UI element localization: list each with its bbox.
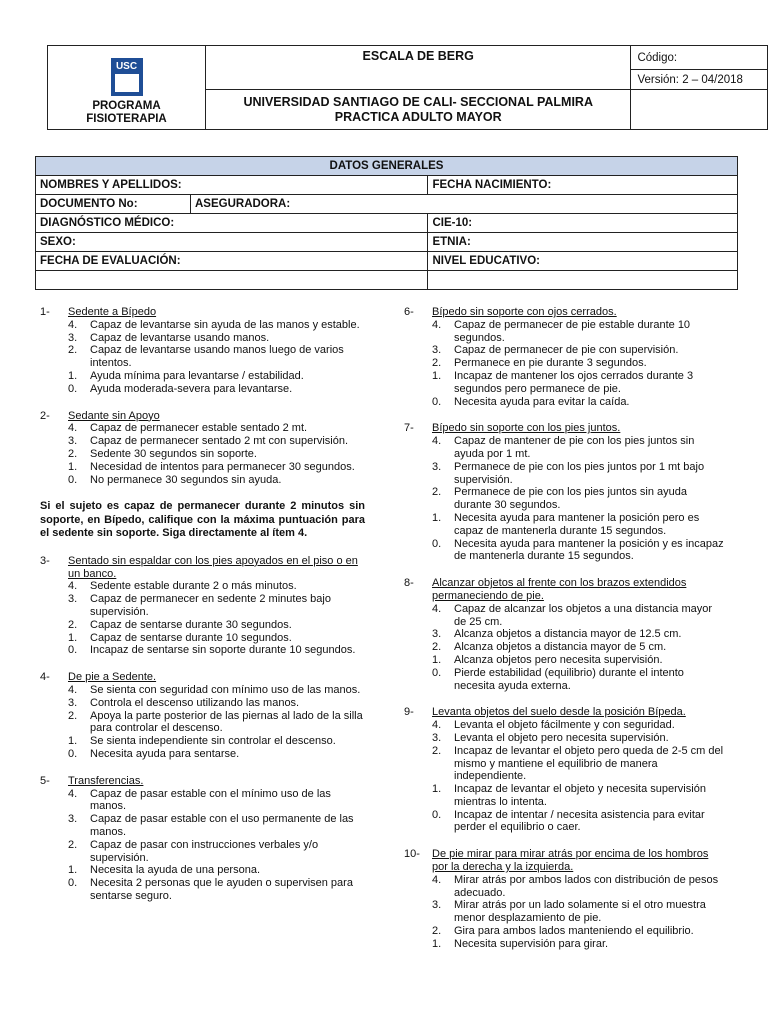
score-option xyxy=(68,735,365,748)
score-option xyxy=(68,422,365,435)
item-title xyxy=(404,577,726,603)
score-value: 3. xyxy=(432,460,442,473)
item-number: 10- xyxy=(404,848,420,861)
program-name: FISIOTERAPIA xyxy=(86,112,167,125)
sex-field[interactable]: SEXO: xyxy=(36,233,428,252)
item-number: 9- xyxy=(404,706,414,719)
score-value: 4. xyxy=(432,873,442,886)
item-heading: Transferencias. xyxy=(68,774,144,787)
score-option xyxy=(432,654,726,667)
item-title xyxy=(404,422,726,435)
item-number: 5- xyxy=(40,774,50,787)
diagnosis-field[interactable]: DIAGNÓSTICO MÉDICO: xyxy=(36,214,428,233)
score-option xyxy=(68,435,365,448)
option-list xyxy=(40,684,365,761)
cie-field[interactable]: CIE-10: xyxy=(428,214,738,233)
scale-item xyxy=(40,555,365,657)
birthdate-field[interactable]: FECHA NACIMIENTO: xyxy=(428,176,738,195)
score-option xyxy=(432,732,726,745)
score-value: 0. xyxy=(68,877,78,890)
score-option xyxy=(432,783,726,809)
item-number: 3- xyxy=(40,554,50,567)
option-text: Capaz de pasar estable con el mínimo uso de las manos. xyxy=(90,787,331,813)
score-option xyxy=(68,877,365,903)
item-heading: Alcanzar objetos al frente con los brazos extendidos permaneciendo de pie. xyxy=(432,577,687,602)
left-column xyxy=(40,306,365,917)
option-text: Ayuda moderada-severa para levantarse. xyxy=(90,382,293,395)
option-text: Permanece en pie durante 3 segundos. xyxy=(454,357,647,370)
score-value: 3. xyxy=(432,628,442,641)
option-text: Se sienta con seguridad con mínimo uso de las manos. xyxy=(90,684,361,697)
item-heading: Sentado sin espaldar con los pies apoyados en el piso o en un banco. xyxy=(68,554,358,580)
score-value: 3. xyxy=(432,899,442,912)
score-value: 4. xyxy=(68,318,78,331)
option-text: Levanta el objeto fácilmente y con seguridad. xyxy=(454,719,675,732)
item-title xyxy=(40,775,365,788)
item-title xyxy=(40,671,365,684)
option-list xyxy=(40,422,365,486)
score-option xyxy=(68,813,365,839)
score-option xyxy=(68,748,365,761)
score-option xyxy=(432,370,726,396)
score-option xyxy=(68,593,365,619)
item-number: 6- xyxy=(404,306,414,318)
option-text: Necesita ayuda para mantener la posición y es incapaz de mantenerla durante 15 segundos. xyxy=(454,537,724,563)
option-text: Incapaz de levantar el objeto y necesita supervisión mientras lo intenta. xyxy=(454,783,706,808)
option-text: Necesita ayuda para evitar la caída. xyxy=(454,395,630,408)
score-option xyxy=(432,344,726,357)
option-list xyxy=(40,788,365,903)
score-value: 1. xyxy=(432,937,442,950)
score-value: 2. xyxy=(68,838,78,851)
general-data-table xyxy=(35,156,738,290)
item-number: 7- xyxy=(404,422,414,435)
scale-item xyxy=(404,848,726,950)
scale-item xyxy=(404,706,726,834)
score-option xyxy=(68,697,365,710)
score-option xyxy=(68,474,365,487)
option-text: Capaz de sentarse durante 10 segundos. xyxy=(90,631,292,644)
score-option xyxy=(432,809,726,835)
ethnicity-field[interactable]: ETNIA: xyxy=(428,233,738,252)
option-text: Mirar atrás por un lado solamente si el otro muestra menor desplazamiento de pie. xyxy=(454,899,706,925)
score-value: 3. xyxy=(432,344,442,357)
score-option xyxy=(432,512,726,538)
item-heading: De pie mirar para mirar atrás por encima de los hombros por la derecha y la izquierda. xyxy=(432,848,709,874)
option-text: Capaz de pasar estable con el uso permanente de las manos. xyxy=(90,813,354,838)
option-text: Se sienta independiente sin controlar el descenso. xyxy=(90,735,336,748)
score-value: 1. xyxy=(68,735,78,748)
score-value: 3. xyxy=(68,696,78,709)
option-text: Necesita ayuda para sentarse. xyxy=(90,748,240,761)
option-text: Permanece de pie con los pies juntos por 1 mt bajo supervisión. xyxy=(454,460,705,486)
score-option xyxy=(432,925,726,938)
logo-cell xyxy=(48,46,206,130)
option-text: Capaz de levantarse sin ayuda de las manos y estable. xyxy=(90,318,360,331)
blank-cell xyxy=(631,90,768,130)
score-value: 1. xyxy=(432,783,442,796)
option-list xyxy=(404,603,726,693)
option-text: Capaz de alcanzar los objetos a una distancia mayor de 25 cm. xyxy=(454,602,713,628)
option-text: Capaz de permanecer sentado 2 mt con supervisión. xyxy=(90,435,349,448)
score-value: 0. xyxy=(432,537,442,550)
option-text: Sedente estable durante 2 o más minutos. xyxy=(90,580,297,593)
option-text: Gira para ambos lados manteniendo el equilibrio. xyxy=(454,925,694,938)
score-value: 1. xyxy=(432,653,442,666)
score-option xyxy=(432,719,726,732)
item-title xyxy=(404,306,726,319)
code-field: Código: xyxy=(631,46,768,70)
item-title xyxy=(40,410,365,423)
option-text: Capaz de levantarse usando manos. xyxy=(90,331,270,344)
score-option xyxy=(68,344,365,370)
score-option xyxy=(432,874,726,900)
score-value: 3. xyxy=(68,435,78,448)
option-list xyxy=(40,319,365,396)
score-option xyxy=(68,370,365,383)
item-heading: Sedente a Bípedo xyxy=(68,306,157,318)
scale-item xyxy=(40,306,365,396)
item-heading: Sedante sin Apoyo xyxy=(68,409,160,422)
score-option xyxy=(432,641,726,654)
score-option xyxy=(68,448,365,461)
score-option xyxy=(432,899,726,925)
blank-field xyxy=(36,271,428,290)
score-value: 2. xyxy=(432,641,442,654)
option-text: Incapaz de intentar / necesita asistencia para evitar perder el equilibrio o caer. xyxy=(454,808,705,834)
option-text: Apoya la parte posterior de las piernas al lado de la silla para controlar el descenso. xyxy=(90,709,363,735)
evaluation-date-field[interactable]: FECHA DE EVALUACIÓN: xyxy=(36,252,428,271)
score-value: 2. xyxy=(68,344,78,357)
score-value: 2. xyxy=(432,357,442,370)
option-text: Controla el descenso utilizando las manos. xyxy=(90,696,300,709)
scale-item xyxy=(40,775,365,903)
option-text: Capaz de permanecer en sedente 2 minutes bajo supervisión. xyxy=(90,593,331,619)
score-option xyxy=(432,486,726,512)
option-text: Capaz de levantarse usando manos luego de varios intentos. xyxy=(90,344,344,370)
score-value: 3. xyxy=(68,593,78,606)
option-text: Necesita la ayuda de una persona. xyxy=(90,864,261,877)
option-text: Pierde estabilidad (equilibrio) durante el intento necesita ayuda externa. xyxy=(454,666,684,692)
header-table xyxy=(47,45,768,130)
option-text: Capaz de sentarse durante 30 segundos. xyxy=(90,618,292,631)
item-number: 8- xyxy=(404,577,414,590)
score-option xyxy=(68,632,365,645)
score-value: 0. xyxy=(68,644,78,657)
option-list xyxy=(404,319,726,409)
option-text: Capaz de permanecer de pie estable durante 10 segundos. xyxy=(454,318,691,344)
option-text: Mirar atrás por ambos lados con distribución de pesos adecuado. xyxy=(454,873,719,899)
item-title xyxy=(404,848,726,874)
option-text: Necesita 2 personas que le ayuden o supervisen para sentarse seguro. xyxy=(90,877,353,902)
general-data-heading: DATOS GENERALES xyxy=(36,157,738,176)
option-text: Incapaz de sentarse sin soporte durante 10 segundos. xyxy=(90,644,356,657)
score-option xyxy=(68,839,365,865)
score-value: 1. xyxy=(432,511,442,524)
score-option xyxy=(68,864,365,877)
item-number: 4- xyxy=(40,671,50,684)
version-field: Versión: 2 – 04/2018 xyxy=(631,70,768,90)
score-value: 1. xyxy=(68,864,78,877)
right-column xyxy=(404,306,726,965)
option-text: Necesita ayuda para mantener la posición pero es capaz de mantenerla durante 15 segundos. xyxy=(454,511,700,537)
score-option xyxy=(68,461,365,474)
score-option xyxy=(68,710,365,736)
score-value: 2. xyxy=(432,486,442,499)
scale-item xyxy=(404,577,726,692)
score-option xyxy=(68,580,365,593)
score-value: 4. xyxy=(68,684,78,697)
option-text: Incapaz de levantar el objeto pero queda de 2-5 cm del mismo y mantiene el equilibrio de manera independiente. xyxy=(454,744,724,783)
score-value: 4. xyxy=(432,602,442,615)
score-value: 0. xyxy=(68,473,78,486)
item-heading: Bípedo sin soporte con los pies juntos. xyxy=(432,422,621,435)
score-option xyxy=(68,332,365,345)
scale-item xyxy=(404,306,726,408)
score-value: 4. xyxy=(68,787,78,800)
scale-item xyxy=(40,410,365,487)
score-option xyxy=(68,319,365,332)
option-list xyxy=(404,719,726,834)
blank-field xyxy=(428,271,738,290)
score-value: 2. xyxy=(68,709,78,722)
score-value: 0. xyxy=(432,808,442,821)
item-number: 2- xyxy=(40,409,50,422)
score-value: 2. xyxy=(432,744,442,757)
item-heading: Bípedo sin soporte con ojos cerrados. xyxy=(432,306,617,318)
score-value: 4. xyxy=(432,719,442,732)
score-value: 4. xyxy=(432,318,442,331)
score-option xyxy=(432,319,726,345)
option-list xyxy=(40,580,365,657)
score-value: 2. xyxy=(68,618,78,631)
option-text: Necesidad de intentos para permanecer 30 segundos. xyxy=(90,460,355,473)
score-value: 4. xyxy=(68,422,78,435)
score-value: 3. xyxy=(68,331,78,344)
score-value: 0. xyxy=(68,748,78,761)
option-text: Capaz de pasar con instrucciones verbales y/o supervisión. xyxy=(90,838,319,864)
score-option xyxy=(432,603,726,629)
university-title: UNIVERSIDAD SANTIAGO DE CALI- SECCIONAL PALMIRA PRACTICA ADULTO MAYOR xyxy=(206,90,631,130)
score-value: 0. xyxy=(68,382,78,395)
score-option xyxy=(432,435,726,461)
score-value: 4. xyxy=(68,580,78,593)
option-text: Capaz de permanecer estable sentado 2 mt. xyxy=(90,422,308,435)
item-heading: De pie a Sedente. xyxy=(68,671,157,684)
scale-item xyxy=(404,422,726,563)
document-field[interactable]: DOCUMENTO No: xyxy=(36,195,191,214)
score-value: 2. xyxy=(68,447,78,460)
option-text: No permanece 30 segundos sin ayuda. xyxy=(90,473,282,486)
option-text: Sedente 30 segundos sin soporte. xyxy=(90,447,257,460)
score-option xyxy=(68,788,365,814)
score-value: 3. xyxy=(432,731,442,744)
item-title xyxy=(404,706,726,719)
item-title xyxy=(40,306,365,319)
score-option xyxy=(432,667,726,693)
score-option xyxy=(432,461,726,487)
item-heading: Levanta objetos del suelo desde la posición Bípeda. xyxy=(432,706,686,719)
education-field[interactable]: NIVEL EDUCATIVO: xyxy=(428,252,738,271)
score-value: 1. xyxy=(432,369,442,382)
score-value: 1. xyxy=(68,369,78,382)
score-value: 1. xyxy=(68,631,78,644)
score-option xyxy=(432,357,726,370)
option-text: Capaz de permanecer de pie con supervisión. xyxy=(454,344,679,357)
score-option xyxy=(68,619,365,632)
score-option xyxy=(432,628,726,641)
score-value: 0. xyxy=(432,395,442,408)
option-text: Necesita supervisión para girar. xyxy=(454,937,609,950)
option-list xyxy=(404,874,726,951)
option-list xyxy=(404,435,726,563)
score-value: 4. xyxy=(432,435,442,448)
option-text: Alcanza objetos a distancia mayor de 5 cm. xyxy=(454,641,667,654)
scale-title: ESCALA DE BERG xyxy=(206,46,631,90)
score-option xyxy=(68,684,365,697)
item-number: 1- xyxy=(40,306,50,318)
score-value: 1. xyxy=(68,460,78,473)
score-value: 0. xyxy=(432,666,442,679)
option-text: Levanta el objeto pero necesita supervisión. xyxy=(454,731,669,744)
instruction-note: Si el sujeto es capaz de permanecer durante 2 minutos sin soporte, en Bípedo, califique con la máxima puntuación para el sedente sin soporte. Siga directamente al ítem 4. xyxy=(40,500,365,540)
option-text: Permanece de pie con los pies juntos sin ayuda durante 30 segundos. xyxy=(454,486,687,512)
option-text: Alcanza objetos a distancia mayor de 12.5 cm. xyxy=(454,628,682,641)
score-option xyxy=(432,745,726,783)
insurer-field[interactable]: ASEGURADORA: xyxy=(191,195,738,214)
score-value: 2. xyxy=(432,925,442,938)
names-field[interactable]: NOMBRES Y APELLIDOS: xyxy=(36,176,428,195)
score-option xyxy=(68,383,365,396)
score-option xyxy=(432,396,726,409)
option-text: Incapaz de mantener los ojos cerrados durante 3 segundos pero permanece de pie. xyxy=(454,369,694,395)
score-option xyxy=(432,538,726,564)
scale-item xyxy=(40,671,365,761)
item-title xyxy=(40,555,365,581)
option-text: Alcanza objetos pero necesita supervisión. xyxy=(454,653,663,666)
score-option xyxy=(432,938,726,951)
option-text: Ayuda mínima para levantarse / estabilidad. xyxy=(90,369,304,382)
option-text: Capaz de mantener de pie con los pies juntos sin ayuda por 1 mt. xyxy=(454,435,695,460)
score-value: 3. xyxy=(68,813,78,826)
program-label: PROGRAMA xyxy=(92,99,161,112)
university-logo: USC xyxy=(111,58,143,96)
score-option xyxy=(68,644,365,657)
